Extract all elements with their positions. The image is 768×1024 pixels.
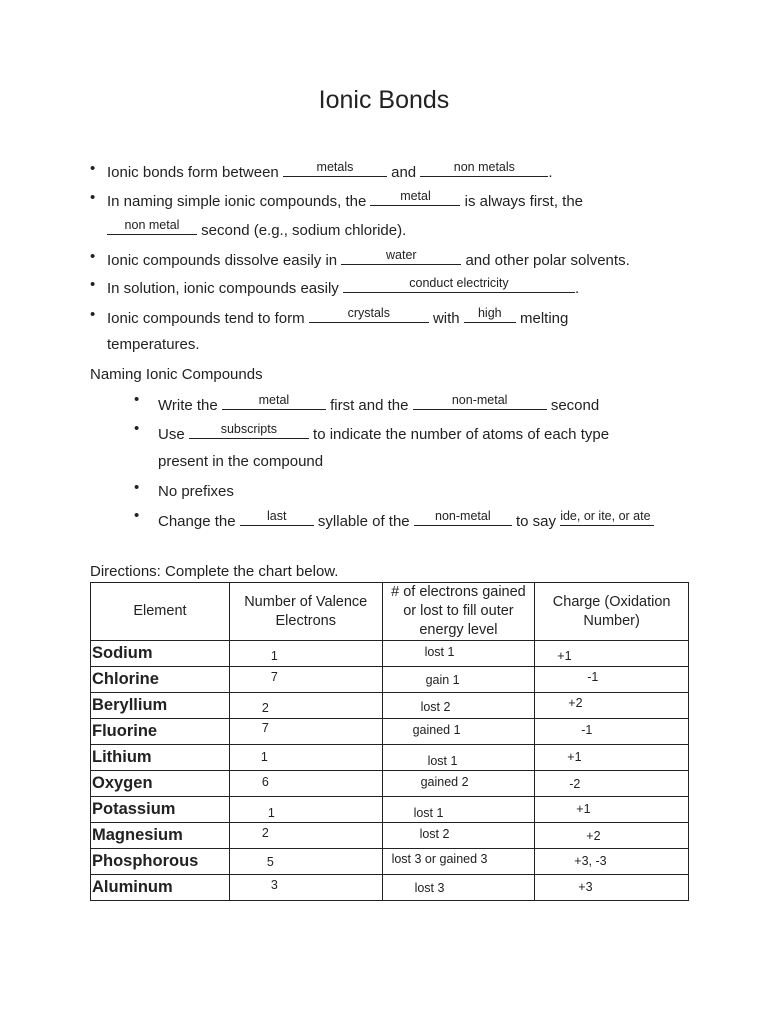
answer: subscripts	[220, 422, 277, 436]
header-charge: Charge (Oxidation Number)	[535, 583, 689, 641]
naming-use-cont	[158, 453, 323, 470]
change-value[interactable]: gained 2	[420, 775, 469, 789]
valence-value[interactable]: 2	[261, 701, 269, 715]
section-heading: Naming Ionic Compounds	[90, 366, 263, 383]
charge-value[interactable]: +2	[586, 829, 601, 843]
text: .	[574, 280, 580, 297]
text: Change the	[158, 513, 236, 530]
element-name: Sodium	[91, 641, 230, 667]
change-value[interactable]: lost 3	[414, 881, 445, 895]
valence-value[interactable]: 5	[266, 855, 274, 869]
element-name: Potassium	[91, 797, 230, 823]
table-row	[91, 641, 689, 667]
header-valence: Number of Valence Electrons	[229, 583, 382, 641]
change-value[interactable]: gain 1	[425, 673, 460, 687]
bullet-solution	[107, 278, 579, 297]
change-value[interactable]: lost 2	[419, 827, 450, 841]
change-value[interactable]: gained 1	[412, 723, 461, 737]
answer: non-metal	[435, 509, 491, 523]
valence-value[interactable]: 7	[261, 721, 269, 735]
charge-value[interactable]: +3, -3	[574, 854, 607, 868]
bullet-dot: •	[90, 248, 96, 265]
blank-field[interactable]	[370, 191, 460, 206]
bullet-dot: •	[134, 507, 140, 524]
blank-field[interactable]	[560, 511, 654, 526]
answer: non-metal	[451, 393, 508, 407]
element-name: Chlorine	[91, 667, 230, 693]
text: Ionic compounds tend to form	[107, 310, 305, 327]
table-row	[91, 719, 689, 745]
answer: high	[477, 306, 502, 320]
blank-field[interactable]	[413, 395, 547, 410]
charge-value[interactable]: +2	[568, 696, 583, 710]
text: to say	[516, 513, 557, 530]
table-row	[91, 823, 689, 849]
charge-value[interactable]: +1	[576, 802, 591, 816]
text: and	[391, 164, 417, 181]
answer: non metals	[453, 160, 515, 174]
bullet-dot: •	[134, 479, 140, 496]
table-row	[91, 771, 689, 797]
blank-field[interactable]	[240, 511, 314, 526]
change-value[interactable]: lost 2	[420, 700, 451, 714]
blank-field[interactable]	[341, 250, 461, 265]
text: Use	[158, 426, 185, 443]
element-name: Aluminum	[91, 875, 230, 901]
text: present in the compound	[158, 453, 324, 470]
text: temperatures.	[107, 336, 200, 353]
bullet-dot: •	[90, 276, 96, 293]
naming-write	[158, 395, 599, 414]
bullet-dot: •	[90, 160, 96, 177]
text: with	[432, 310, 460, 327]
element-name: Lithium	[91, 745, 230, 771]
charge-value[interactable]: -2	[569, 777, 581, 791]
directions-text: Directions: Complete the chart below.	[90, 563, 339, 580]
element-name: Beryllium	[91, 693, 230, 719]
charge-value[interactable]: +1	[567, 750, 582, 764]
element-chart	[90, 582, 689, 901]
blank-field[interactable]	[343, 278, 575, 293]
blank-field[interactable]	[420, 162, 548, 177]
bullet-crystals	[107, 308, 568, 327]
naming-no-prefixes: No prefixes	[158, 483, 234, 500]
answer: water	[386, 248, 417, 262]
text: and other polar solvents.	[465, 252, 630, 269]
table-row	[91, 693, 689, 719]
change-value[interactable]: lost 1	[413, 806, 444, 820]
valence-value[interactable]: 3	[270, 878, 278, 892]
naming-change	[158, 511, 654, 530]
blank-field[interactable]	[414, 511, 512, 526]
change-value[interactable]: lost 1	[424, 645, 455, 659]
bullet-dot: •	[134, 391, 140, 408]
table-row	[91, 797, 689, 823]
change-value[interactable]: lost 3 or gained 3	[391, 852, 488, 866]
change-value[interactable]: lost 1	[427, 754, 458, 768]
charge-value[interactable]: +3	[578, 880, 593, 894]
text: In naming simple ionic compounds, the	[107, 193, 367, 210]
blank-field[interactable]	[283, 162, 387, 177]
text: is always first, the	[464, 193, 584, 210]
valence-value[interactable]: 6	[261, 775, 269, 789]
page-title: Ionic Bonds	[318, 86, 450, 114]
charge-value[interactable]: +1	[557, 649, 572, 663]
text: to indicate the number of atoms of each type	[313, 426, 610, 443]
valence-value[interactable]: 7	[270, 670, 278, 684]
text: In solution, ionic compounds easily	[107, 280, 339, 297]
valence-value[interactable]: 1	[260, 750, 268, 764]
valence-value[interactable]: 1	[267, 806, 275, 820]
blank-field[interactable]	[464, 308, 516, 323]
text: .	[548, 164, 553, 181]
text: Ionic compounds dissolve easily in	[107, 252, 338, 269]
bullet-ionic-bonds-form	[107, 162, 553, 181]
bullet-naming-simple-cont	[107, 220, 406, 239]
element-name: Oxygen	[91, 771, 230, 797]
element-name: Fluorine	[91, 719, 230, 745]
bullet-dot: •	[90, 189, 96, 206]
text: melting	[519, 310, 569, 327]
header-element: Element	[91, 583, 230, 641]
bullet-dissolve	[107, 250, 630, 269]
naming-use	[158, 424, 609, 443]
answer: conduct electricity	[409, 276, 509, 290]
valence-value[interactable]: 2	[261, 826, 269, 840]
blank-field[interactable]	[189, 424, 309, 439]
blank-field[interactable]	[107, 220, 197, 235]
bullet-dot: •	[90, 306, 96, 323]
answer: metal	[258, 393, 290, 407]
answer: crystals	[347, 306, 390, 320]
text: second	[550, 397, 600, 414]
header-change: # of electrons gained or lost to fill outer energy level	[382, 583, 535, 641]
valence-value[interactable]: 1	[270, 649, 278, 663]
answer: metal	[400, 189, 431, 203]
table-row	[91, 849, 689, 875]
blank-field[interactable]	[222, 395, 326, 410]
charge-value[interactable]: -1	[581, 723, 593, 737]
bullet-crystals-cont	[107, 336, 200, 353]
text: Write the	[158, 397, 218, 414]
bullet-naming-simple	[107, 191, 583, 210]
element-name: Magnesium	[91, 823, 230, 849]
text: Ionic bonds form between	[107, 164, 279, 181]
table-row	[91, 745, 689, 771]
text: second (e.g., sodium chloride).	[201, 222, 407, 239]
table-row	[91, 875, 689, 901]
bullet-dot: •	[134, 420, 140, 437]
charge-value[interactable]: -1	[587, 670, 599, 684]
answer: non metal	[124, 218, 180, 232]
answer: metals	[316, 160, 354, 174]
text: first and the	[330, 397, 409, 414]
element-name: Phosphorous	[91, 849, 230, 875]
answer: ide, or ite, or ate	[560, 509, 651, 523]
table-row	[91, 667, 689, 693]
answer: last	[267, 509, 287, 523]
text: syllable of the	[317, 513, 410, 530]
blank-field[interactable]	[309, 308, 429, 323]
